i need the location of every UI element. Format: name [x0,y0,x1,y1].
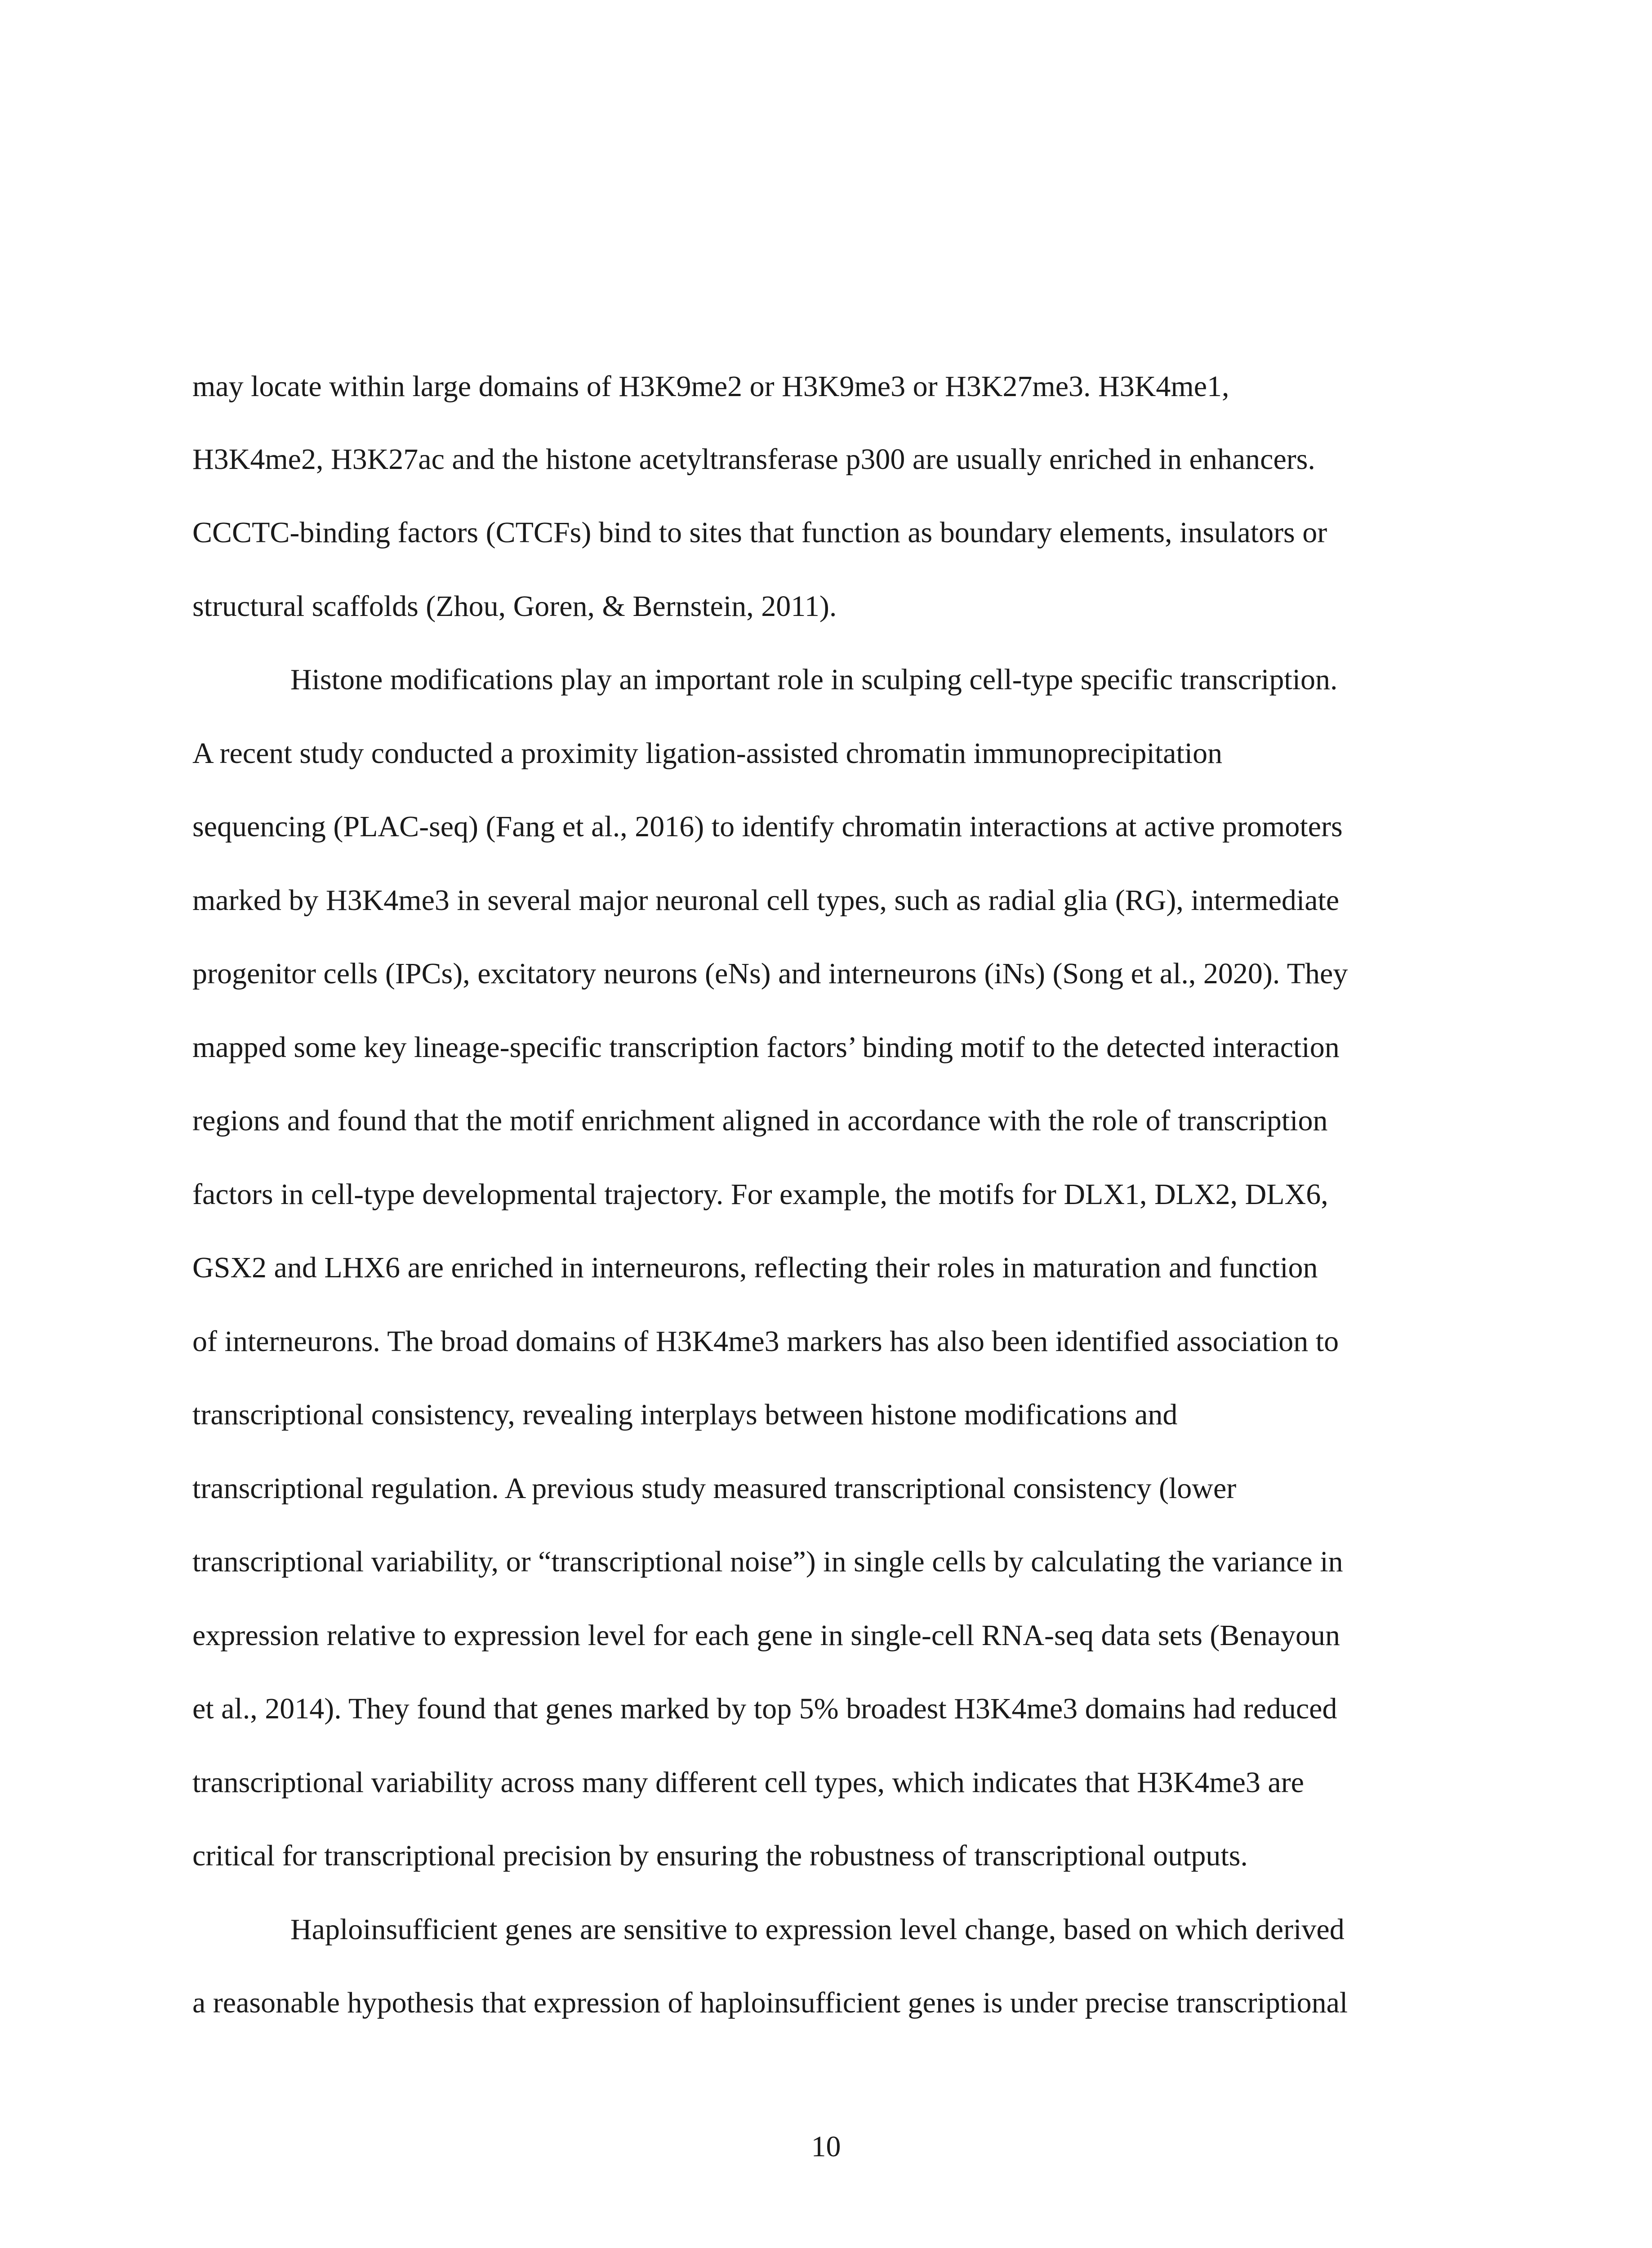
text-line: transcriptional variability across many different cell types, which indicates that H3K4me3 are [192,1766,1304,1799]
text-line: sequencing (PLAC-seq) (Fang et al., 2016) to identify chromatin interactions at active promoters [192,810,1343,843]
text-line: CCCTC-binding factors (CTCFs) bind to sites that function as boundary elements, insulators or [192,516,1327,549]
text-line: marked by H3K4me3 in several major neuronal cell types, such as radial glia (RG), intermediate [192,884,1340,917]
text-line: Histone modifications play an important role in sculping cell-type specific transcription. [290,663,1338,696]
text-line: H3K4me2, H3K27ac and the histone acetyltransferase p300 are usually enriched in enhancers. [192,443,1315,476]
text-line: may locate within large domains of H3K9me2 or H3K9me3 or H3K27me3. H3K4me1, [192,370,1229,403]
text-line: regions and found that the motif enrichment aligned in accordance with the role of transcription [192,1104,1328,1137]
text-line: critical for transcriptional precision by ensuring the robustness of transcriptional outputs. [192,1839,1248,1872]
text-line: transcriptional variability, or “transcriptional noise”) in single cells by calculating the variance in [192,1545,1343,1578]
text-line: GSX2 and LHX6 are enriched in interneurons, reflecting their roles in maturation and function [192,1251,1318,1284]
text-line: progenitor cells (IPCs), excitatory neurons (eNs) and interneurons (iNs) (Song et al., 2020). They [192,957,1348,990]
text-line: structural scaffolds (Zhou, Goren, & Bernstein, 2011). [192,590,837,623]
text-line: et al., 2014). They found that genes marked by top 5% broadest H3K4me3 domains had reduced [192,1692,1337,1725]
text-line: Haploinsufficient genes are sensitive to expression level change, based on which derived [290,1913,1345,1946]
text-line: transcriptional regulation. A previous study measured transcriptional consistency (lower [192,1472,1237,1505]
text-line: expression relative to expression level for each gene in single-cell RNA-seq data sets (Benayoun [192,1619,1340,1652]
text-line: factors in cell-type developmental trajectory. For example, the motifs for DLX1, DLX2, DLX6, [192,1178,1328,1211]
text-line: a reasonable hypothesis that expression of haploinsufficient genes is under precise transcriptional [192,1986,1348,2019]
text-line: of interneurons. The broad domains of H3K4me3 markers has also been identified association to [192,1325,1339,1358]
text-line: transcriptional consistency, revealing interplays between histone modifications and [192,1398,1178,1431]
page-number: 10 [811,2130,841,2163]
text-line: A recent study conducted a proximity ligation-assisted chromatin immunoprecipitation [192,737,1223,770]
text-line: mapped some key lineage-specific transcription factors’ binding motif to the detected interaction [192,1031,1340,1064]
